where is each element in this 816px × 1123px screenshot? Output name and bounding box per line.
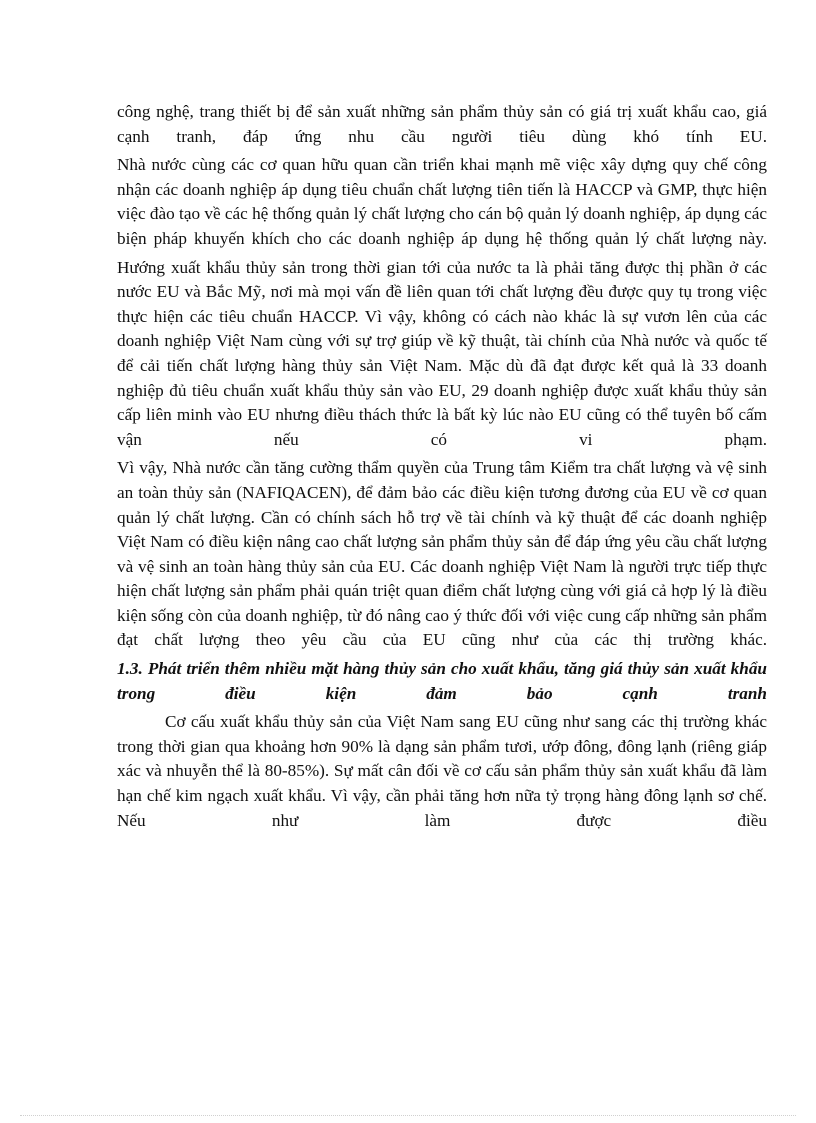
paragraph-3: Hướng xuất khẩu thủy sản trong thời gian tới của nước ta là phải tăng được thị phần ở các nước EU và Bắc Mỹ, nơi mà mọi vấn đề liên quan tới chất lượng đều được quy tụ trong việc thực hiện các tiêu chuẩn HACCP. Vì vậy, không có cách nào khác là sự vươn lên của các doanh nghiệp Việt Nam cùng với sự trợ giúp về kỹ thuật, tài chính của Nhà nước và quốc tế để cải tiến chất lượng hàng thủy sản Việt Nam. Mặc dù đã đạt được kết quả là 33 doanh nghiệp đủ tiêu chuẩn xuất khẩu thủy sản vào EU, 29 doanh nghiệp được xuất khẩu thủy sản cấp liên minh vào EU nhưng điều thách thức là bất kỳ lúc nào EU cũng có thể tuyên bố cấm vận nếu có vi phạm.	[117, 257, 767, 449]
paragraph-1: công nghệ, trang thiết bị để sản xuất những sản phẩm thủy sản có giá trị xuất khẩu cao, giá cạnh tranh, đáp ứng nhu cầu người tiêu dùng khó tính EU.	[117, 102, 767, 146]
paragraph-4: Vì vậy, Nhà nước cần tăng cường thẩm quyền của Trung tâm Kiểm tra chất lượng và vệ sinh an toàn thủy sản (NAFIQACEN), để đảm bảo các điều kiện tương đương của EU về cơ quan quản lý chất lượng. Cần có chính sách hỗ trợ về tài chính và kỹ thuật để các doanh nghiệp Việt Nam có điều kiện nâng cao chất lượng sản phẩm thủy sản để đáp ứng yêu cầu chất lượng và vệ sinh an toàn hàng thủy sản của EU. Các doanh nghiệp Việt Nam là người trực tiếp thực hiện chất lượng sản phẩm phải quán triệt quan điểm chất lượng cùng với giá cả hợp lý là điều kiện sống còn của doanh nghiệp, từ đó nâng cao ý thức đối với việc cung cấp những sản phẩm đạt chất lượng theo yêu cầu của EU cũng như của các thị trường khác.	[117, 458, 767, 650]
paragraph-2: Nhà nước cùng các cơ quan hữu quan cần triển khai mạnh mẽ việc xây dựng quy chế công nhận các doanh nghiệp áp dụng tiêu chuẩn chất lượng tiên tiến là HACCP và GMP, thực hiện việc đào tạo về các hệ thống quản lý chất lượng cho cán bộ quản lý doanh nghiệp, áp dụng các biện pháp khuyến khích cho các doanh nghiệp áp dụng hệ thống quản lý chất lượng này.	[117, 155, 767, 248]
page-bottom-rule	[20, 1115, 796, 1116]
paragraph-5: Cơ cấu xuất khẩu thủy sản của Việt Nam sang EU cũng như sang các thị trường khác trong thời gian qua khoảng hơn 90% là dạng sản phẩm tươi, ướp đông, đông lạnh (riêng giáp xác và nhuyễn thể là 80-85%). Sự mất cân đối về cơ cấu sản phẩm thủy sản xuất khẩu đã làm hạn chế kim ngạch xuất khẩu. Vì vậy, cần phải tăng hơn nữa tỷ trọng hàng đông lạnh sơ chế. Nếu như làm được điều	[117, 712, 767, 830]
section-heading: 1.3. Phát triển thêm nhiều mặt hàng thủy sản cho xuất khẩu, tăng giá thủy sản xuất khẩu trong điều kiện đảm bảo cạnh tranh	[117, 659, 767, 703]
document-body	[117, 100, 767, 833]
